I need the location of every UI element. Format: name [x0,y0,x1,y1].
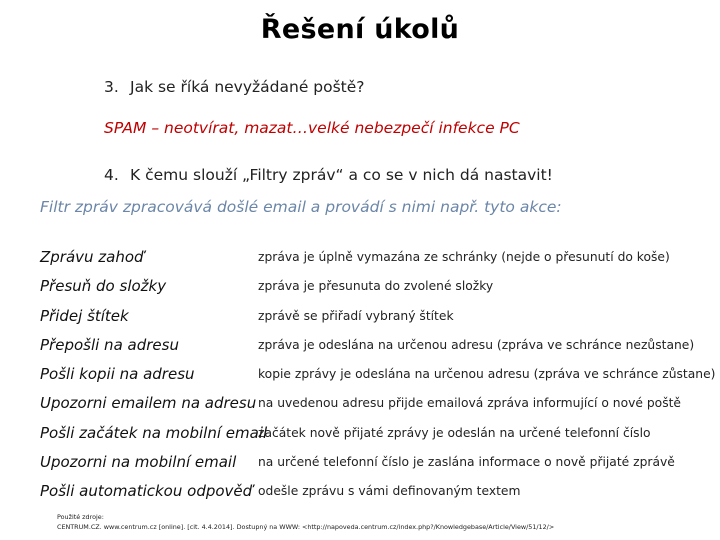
filter-action-description: zpráva je přesunuta do zvolené složky [258,279,494,294]
filter-action-row [40,334,720,363]
filter-action-name: Zprávu zahoď [40,248,144,266]
answer-filter-intro: Filtr zpráv zpracovává došlé email a provádí s nimi např. tyto akce: [40,198,562,216]
question-number: 3. [104,78,119,96]
filter-action-row [40,305,720,334]
filter-action-row [40,451,720,480]
filter-action-description: odešle zprávu s vámi definovaným textem [258,484,521,499]
filter-action-row [40,275,720,304]
filter-action-name: Přidej štítek [40,306,129,325]
sources-label: Použité zdroje: [57,513,104,521]
filter-action-description: kopie zprávy je odeslána na určenou adresu (zpráva ve schránce zůstane) [258,367,716,382]
page-title: Řešení úkolů [260,14,460,45]
question-3 [104,78,365,96]
filter-actions-list [40,246,720,510]
question-text: Jak se říká nevyžádané poště? [130,78,365,96]
filter-action-row [40,246,720,275]
question-4 [104,166,553,184]
filter-action-name: Přepošli na adresu [40,335,179,354]
filter-action-description: na uvedenou adresu přijde emailová zpráva informující o nové poště [258,396,681,411]
filter-action-name: Přesuň do složky [40,277,167,296]
filter-action-name: Upozorni emailem na adresu [40,394,257,413]
filter-action-description: zpráva je odeslána na určenou adresu (zpráva ve schránce nezůstane) [258,337,695,352]
question-number: 4. [104,166,119,184]
filter-action-description: na určené telefonní číslo je zaslána informace o nově přijaté zprávě [258,455,675,470]
sources-footnote [57,512,554,532]
filter-action-row [40,480,720,509]
answer-spam: SPAM – neotvírat, mazat…velké nebezpečí infekce PC [104,119,520,137]
filter-action-row [40,363,720,392]
sources-citation: CENTRUM.CZ. www.centrum.cz [online]. [cit. 4.4.2014]. Dostupný na WWW: <http://napoveda.centrum.cz/index.php?/Knowledgebase/Article/View/51/12/> [57,523,555,531]
filter-action-description: začátek nově přijaté zprávy je odeslán na určené telefonní číslo [258,425,651,440]
filter-action-name: Pošli kopii na adresu [40,365,195,384]
filter-action-row [40,422,720,451]
filter-action-row [40,392,720,421]
filter-action-description: zprávě se přiřadí vybraný štítek [258,308,454,323]
filter-action-description: zpráva je úplně vymazána ze schránky (nejde o přesunutí do koše) [258,250,670,264]
filter-action-name: Upozorni na mobilní email [40,453,237,472]
question-text: K čemu slouží „Filtry zpráv“ a co se v nich dá nastavit! [130,166,553,184]
filter-action-name: Pošli automatickou odpověď [40,482,253,501]
filter-action-name: Pošli začátek na mobilní email [40,423,268,442]
